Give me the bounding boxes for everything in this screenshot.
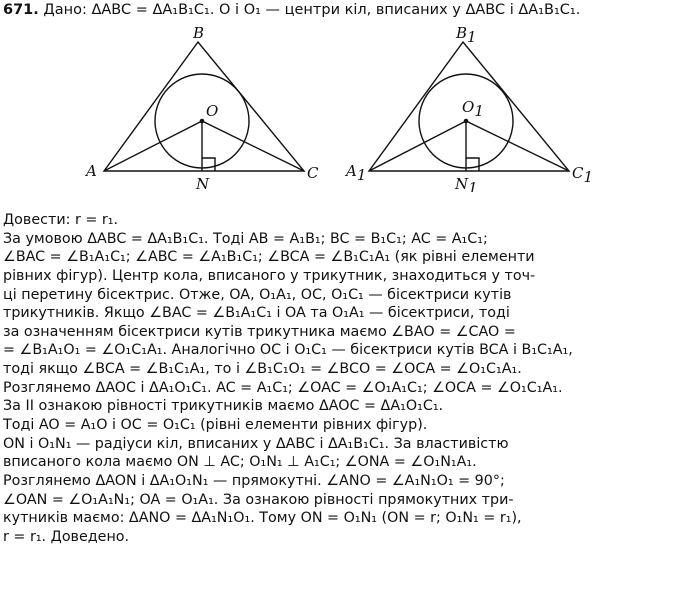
label-vertex-a1: A1 (346, 162, 367, 184)
triangle-abc-figure (104, 42, 304, 171)
center-o-dot (200, 119, 205, 124)
bisector-ao (104, 121, 202, 171)
proof-line: Довести: r = r₁. (3, 212, 119, 228)
label-vertex-c1: C1 (572, 164, 594, 186)
problem-header (3, 2, 580, 18)
bisector-a1o1 (369, 121, 466, 171)
label-center-o1: O1 (462, 98, 484, 120)
proof-line: ON і O₁N₁ — радіуси кіл, вписаних у ΔABC і ΔA₁B₁C₁. За властивістю (3, 435, 509, 452)
label-vertex-c: C (307, 164, 319, 182)
problem-number: 671. (3, 2, 39, 18)
proof-line: ∠OAN = ∠O₁A₁N₁; OA = O₁A₁. За ознакою рівності прямокутних три- (3, 491, 514, 508)
proof-line: кутників маємо: ΔANO = ΔA₁N₁O₁. Тому ON = O₁N₁ (ON = r; O₁N₁ = r₁), (3, 510, 522, 527)
label-vertex-b: B (193, 24, 205, 42)
geometry-figures (0, 22, 683, 192)
proof-line: За II ознакою рівності трикутників маємо ΔAOC = ΔA₁O₁C₁. (3, 398, 444, 415)
proof-line: = ∠B₁A₁O₁ = ∠O₁C₁A₁. Аналогічно OC і O₁C₁ — бісектриси кутів BCA і B₁C₁A₁, (3, 342, 573, 359)
proof-line: вписаного кола маємо ON ⊥ AC; O₁N₁ ⊥ A₁C₁; ∠ONA = ∠O₁N₁A₁. (3, 454, 477, 471)
proof-line: За умовою ΔABC = ΔA₁B₁C₁. Тоді AB = A₁B₁; BC = B₁C₁; AC = A₁C₁; (3, 230, 488, 247)
proof-line: ці перетину бісектрис. Отже, OA, O₁A₁, OC, O₁C₁ — бісектриси кутів (3, 286, 512, 303)
label-vertex-b1: B1 (456, 24, 477, 46)
bisector-co (202, 121, 304, 171)
bisector-c1o1 (466, 121, 569, 171)
proof-line: рівних фігур). Центр кола, вписаного у трикутник, знаходиться у точ- (3, 267, 536, 284)
label-center-o: O (206, 102, 219, 120)
proof-line: тоді якщо ∠BCA = ∠B₁C₁A₁, то і ∠B₁C₁O₁ = ∠BCO = ∠OCA = ∠O₁C₁A₁. (3, 361, 522, 378)
proof-line: ∠BAC = ∠B₁A₁C₁; ∠ABC = ∠A₁B₁C₁; ∠BCA = ∠B₁C₁A₁ (як рівні елементи (3, 249, 535, 266)
label-point-n1: N1 (455, 175, 478, 192)
proof-line: трикутників. Якщо ∠BAC = ∠B₁A₁C₁ і OA та O₁A₁ — бісектриси, тоді (3, 305, 510, 322)
proof-line: r = r₁. Доведено. (3, 528, 130, 545)
problem-given: Дано: ΔABC = ΔA₁B₁C₁. O і O₁ — центри кіл, вписаних у ΔABC і ΔA₁B₁C₁. (38, 2, 581, 18)
label-vertex-a: A (86, 162, 97, 180)
proof-line: за означенням бісектриси кутів трикутника маємо ∠BAO = ∠CAO = (3, 323, 516, 340)
proof-line: Розглянемо ΔAOC і ΔA₁O₁C₁. AC = A₁C₁; ∠OAC = ∠O₁A₁C₁; ∠OCA = ∠O₁C₁A₁. (3, 379, 563, 396)
right-angle-mark-1 (466, 158, 479, 171)
right-angle-mark (202, 158, 215, 171)
proof-line: Тоді AO = A₁O і OC = O₁C₁ (рівні елементи рівних фігур). (3, 417, 428, 434)
label-point-n: N (196, 175, 210, 192)
center-o1-dot (464, 119, 469, 124)
proof-line: Розглянемо ΔAON і ΔA₁O₁N₁ — прямокутні. ∠ANO = ∠A₁N₁O₁ = 90°; (3, 472, 505, 489)
proof-text (3, 211, 681, 547)
triangle-abc (104, 42, 304, 171)
